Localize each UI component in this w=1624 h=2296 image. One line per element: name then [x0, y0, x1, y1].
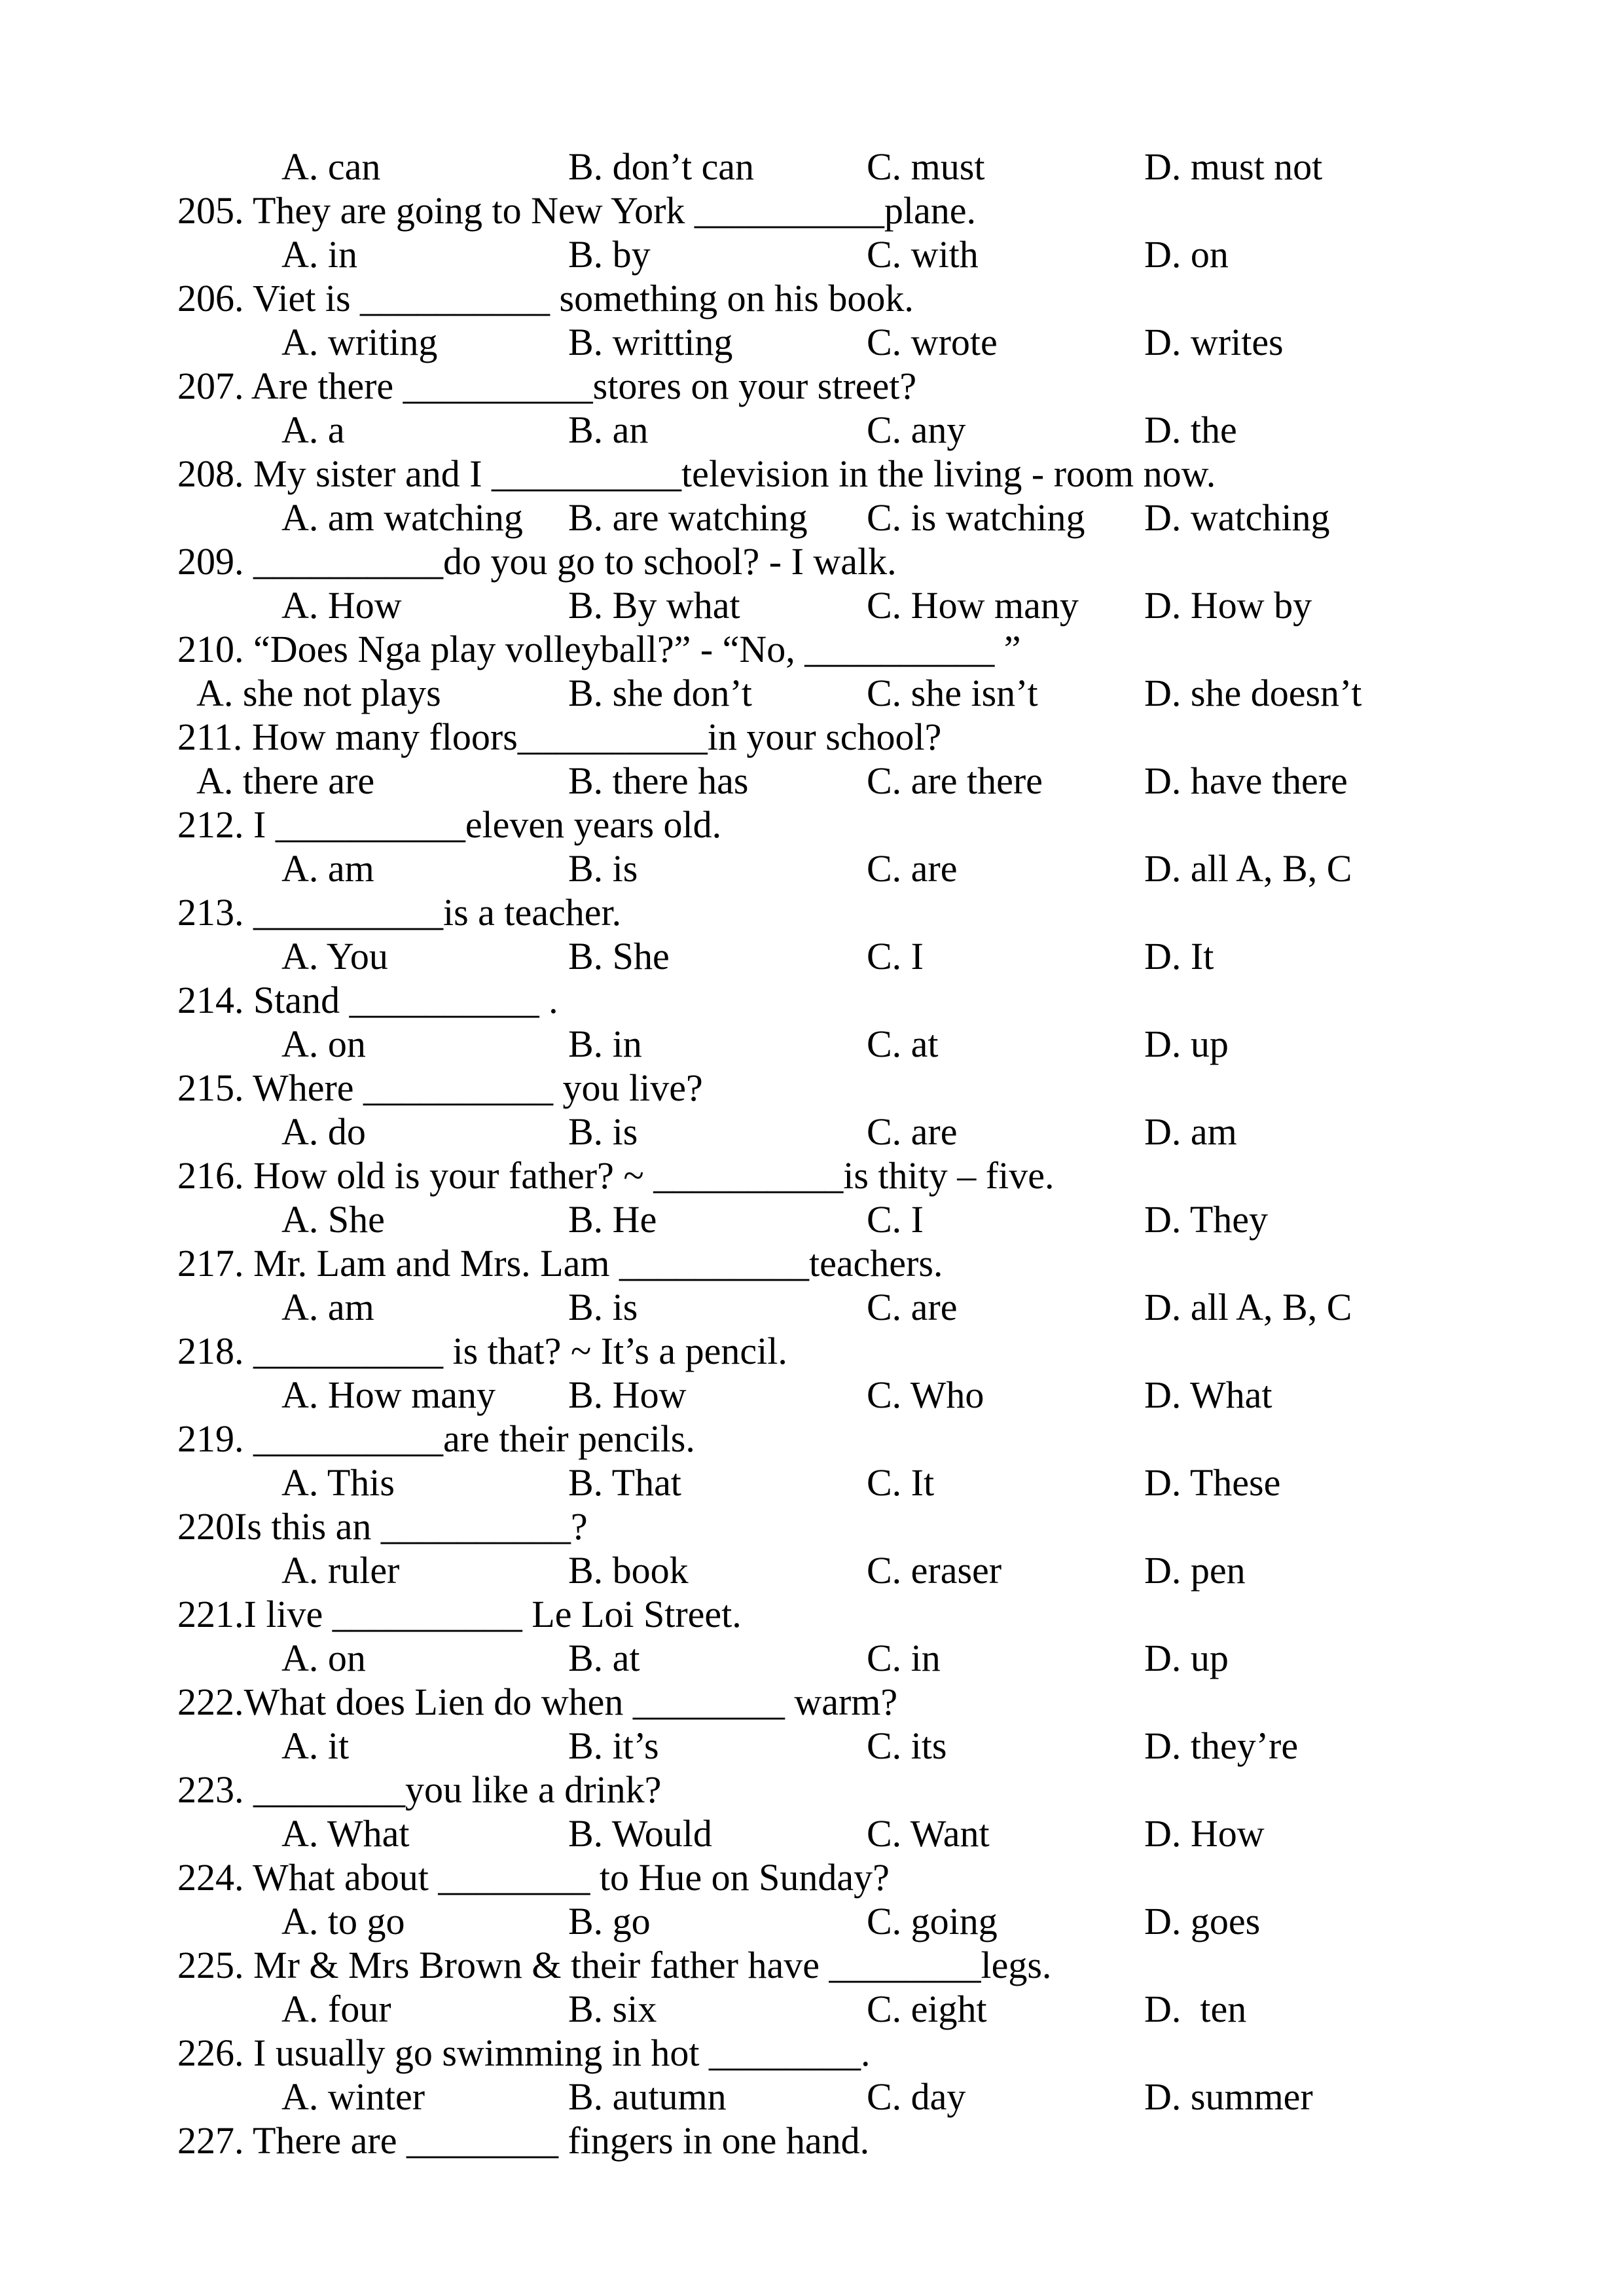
option-d: D. she doesn’t: [1144, 672, 1362, 714]
question-line: [0, 978, 1624, 1022]
option-b: B. at: [568, 1637, 640, 1679]
option-c: C. any: [867, 409, 966, 451]
options-line: [0, 2075, 1624, 2119]
question-text: 211. How many floors__________in your school?: [177, 716, 942, 758]
option-a: A. winter: [281, 2075, 425, 2118]
options-line: [0, 671, 1624, 715]
question-line: [0, 1329, 1624, 1373]
option-d: D. up: [1144, 1637, 1229, 1679]
question-line: [0, 1241, 1624, 1285]
option-d: D. It: [1144, 935, 1214, 977]
option-b: B. That: [568, 1461, 681, 1504]
question-line: [0, 1768, 1624, 1812]
option-c: C. I: [867, 935, 924, 977]
option-d: D. watching: [1144, 496, 1330, 539]
question-line: [0, 1417, 1624, 1461]
question-text: 206. Viet is __________ something on his book.: [177, 277, 914, 319]
question-text: 223. ________you like a drink?: [177, 1768, 662, 1811]
question-line: [0, 1066, 1624, 1110]
option-d: D. How by: [1144, 584, 1312, 627]
option-c: C. eight: [867, 1988, 987, 2030]
option-b: B. there has: [568, 759, 749, 802]
options-line: [0, 1461, 1624, 1504]
question-line: [0, 189, 1624, 232]
question-line: [0, 803, 1624, 847]
options-line: [0, 1636, 1624, 1680]
option-b: B. She: [568, 935, 670, 977]
options-line: [0, 1899, 1624, 1943]
options-line: [0, 1987, 1624, 2031]
option-a: A. in: [281, 233, 357, 276]
option-b: B. it’s: [568, 1724, 659, 1767]
option-a: A. She: [281, 1198, 385, 1241]
option-d: D. summer: [1144, 2075, 1313, 2118]
option-c: C. wrote: [867, 321, 998, 363]
option-b: B. is: [568, 1110, 638, 1153]
options-line: [0, 1197, 1624, 1241]
option-d: D. pen: [1144, 1549, 1246, 1592]
option-b: B. don’t can: [568, 145, 755, 188]
question-line: [0, 2031, 1624, 2075]
option-c: C. she isn’t: [867, 672, 1038, 714]
options-line: [0, 1724, 1624, 1768]
option-b: B. How: [568, 1374, 687, 1416]
question-text: 217. Mr. Lam and Mrs. Lam __________teachers.: [177, 1242, 943, 1285]
option-c: C. are: [867, 847, 958, 890]
option-a: A. am: [281, 847, 374, 890]
question-line: [0, 539, 1624, 583]
option-c: C. are: [867, 1110, 958, 1153]
option-c: C. eraser: [867, 1549, 1002, 1592]
question-text: 222.What does Lien do when ________ warm?: [177, 1681, 898, 1723]
options-line: [0, 320, 1624, 364]
options-line: [0, 145, 1624, 189]
option-d: D. have there: [1144, 759, 1348, 802]
option-b: B. is: [568, 847, 638, 890]
option-c: C. is watching: [867, 496, 1085, 539]
option-b: B. are watching: [568, 496, 808, 539]
question-line: [0, 890, 1624, 934]
option-d: D. am: [1144, 1110, 1237, 1153]
option-c: C. day: [867, 2075, 966, 2118]
question-text: 221.I live __________ Le Loi Street.: [177, 1593, 742, 1635]
options-line: [0, 847, 1624, 890]
option-d: D. What: [1144, 1374, 1272, 1416]
question-text: 218. __________ is that? ~ It’s a pencil.: [177, 1330, 787, 1372]
options-line: [0, 759, 1624, 803]
option-c: C. are there: [867, 759, 1043, 802]
question-text: 215. Where __________ you live?: [177, 1066, 703, 1109]
option-b: B. in: [568, 1023, 642, 1065]
option-a: A. do: [281, 1110, 366, 1153]
option-d: D. up: [1144, 1023, 1229, 1065]
question-line: [0, 452, 1624, 496]
question-text: 214. Stand __________ .: [177, 979, 558, 1021]
option-a: A. ruler: [281, 1549, 400, 1592]
option-b: B. go: [568, 1900, 651, 1942]
question-text: 227. There are ________ fingers in one hand.: [177, 2119, 870, 2162]
question-line: [0, 1592, 1624, 1636]
option-a: A. to go: [281, 1900, 405, 1942]
options-line: [0, 934, 1624, 978]
question-line: [0, 276, 1624, 320]
option-b: B. six: [568, 1988, 657, 2030]
question-line: [0, 627, 1624, 671]
options-line: [0, 232, 1624, 276]
question-line: [0, 715, 1624, 759]
option-d: D. writes: [1144, 321, 1284, 363]
option-b: B. autumn: [568, 2075, 727, 2118]
option-a: A. she not plays: [196, 672, 441, 714]
option-a: A. can: [281, 145, 381, 188]
option-c: C. going: [867, 1900, 998, 1942]
option-a: A. You: [281, 935, 388, 977]
option-a: A. writing: [281, 321, 438, 363]
option-c: C. How many: [867, 584, 1079, 627]
option-c: C. must: [867, 145, 985, 188]
question-text: 216. How old is your father? ~ __________is thity – five.: [177, 1154, 1055, 1197]
question-text: 209. __________do you go to school? - I walk.: [177, 540, 897, 583]
question-line: [0, 1943, 1624, 1987]
question-text: 224. What about ________ to Hue on Sunday?: [177, 1856, 890, 1899]
question-line: [0, 1855, 1624, 1899]
question-line: [0, 1154, 1624, 1197]
option-d: D. must not: [1144, 145, 1323, 188]
option-b: B. writting: [568, 321, 733, 363]
question-line: [0, 1504, 1624, 1548]
option-c: C. I: [867, 1198, 924, 1241]
option-b: B. by: [568, 233, 651, 276]
options-line: [0, 583, 1624, 627]
options-line: [0, 1373, 1624, 1417]
option-b: B. she don’t: [568, 672, 752, 714]
option-d: D. goes: [1144, 1900, 1261, 1942]
options-line: [0, 1022, 1624, 1066]
option-c: C. in: [867, 1637, 941, 1679]
question-text: 226. I usually go swimming in hot ________.: [177, 2032, 871, 2074]
question-text: 225. Mr & Mrs Brown & their father have ________legs.: [177, 1944, 1052, 1986]
option-a: A. How many: [281, 1374, 496, 1416]
option-a: A. What: [281, 1812, 410, 1855]
option-a: A. on: [281, 1637, 366, 1679]
option-a: A. am watching: [281, 496, 523, 539]
option-c: C. its: [867, 1724, 947, 1767]
option-b: B. is: [568, 1286, 638, 1328]
question-text: 210. “Does Nga play volleyball?” - “No, __________ ”: [177, 628, 1021, 670]
question-text: 207. Are there __________stores on your street?: [177, 365, 917, 407]
option-d: D. all A, B, C: [1144, 1286, 1352, 1328]
option-d: D. ten: [1144, 1988, 1247, 2030]
options-line: [0, 496, 1624, 539]
question-text: 208. My sister and I __________television in the living - room now.: [177, 452, 1216, 495]
option-a: A. How: [281, 584, 402, 627]
option-a: A. there are: [196, 759, 375, 802]
option-d: D. they’re: [1144, 1724, 1299, 1767]
question-text: 212. I __________eleven years old.: [177, 803, 722, 846]
options-line: [0, 1285, 1624, 1329]
option-c: C. with: [867, 233, 979, 276]
option-c: C. are: [867, 1286, 958, 1328]
question-text: 220Is this an __________?: [177, 1505, 588, 1548]
option-c: C. It: [867, 1461, 935, 1504]
question-text: 219. __________are their pencils.: [177, 1417, 695, 1460]
option-d: D. How: [1144, 1812, 1265, 1855]
option-a: A. four: [281, 1988, 391, 2030]
option-c: C. Want: [867, 1812, 990, 1855]
option-b: B. He: [568, 1198, 657, 1241]
option-a: A. This: [281, 1461, 395, 1504]
option-d: D. all A, B, C: [1144, 847, 1352, 890]
test-content: [0, 145, 1624, 2162]
option-a: A. a: [281, 409, 345, 451]
option-d: D. They: [1144, 1198, 1269, 1241]
option-a: A. it: [281, 1724, 350, 1767]
option-b: B. book: [568, 1549, 689, 1592]
option-c: C. Who: [867, 1374, 984, 1416]
option-d: D. the: [1144, 409, 1237, 451]
options-line: [0, 1812, 1624, 1855]
question-line: [0, 1680, 1624, 1724]
option-a: A. on: [281, 1023, 366, 1065]
option-a: A. am: [281, 1286, 374, 1328]
option-b: B. Would: [568, 1812, 712, 1855]
options-line: [0, 1548, 1624, 1592]
options-line: [0, 1110, 1624, 1154]
question-line: [0, 2119, 1624, 2162]
question-text: 213. __________is a teacher.: [177, 891, 622, 934]
option-d: D. These: [1144, 1461, 1281, 1504]
option-d: D. on: [1144, 233, 1229, 276]
question-line: [0, 364, 1624, 408]
option-b: B. an: [568, 409, 649, 451]
option-b: B. By what: [568, 584, 740, 627]
question-text: 205. They are going to New York __________plane.: [177, 189, 977, 232]
options-line: [0, 408, 1624, 452]
option-c: C. at: [867, 1023, 939, 1065]
